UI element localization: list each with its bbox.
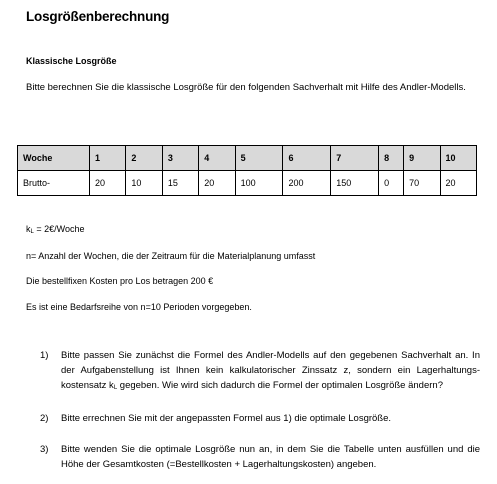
task-text-part: Bitte passen Sie zunächst die Formel des Andler-Modells auf den gegebenen Sachverhalt an. In der Aufgabenstellung ist Ihnen kein kalkulatorischer Zinssatz z, sondern ein Lagerhaltungs-kostensatz k xyxy=(61,350,480,391)
table-header-cell: 1 xyxy=(90,146,126,171)
task-number: 2) xyxy=(40,413,49,424)
table-cell: 20 xyxy=(199,171,235,196)
table-header-cell: Woche xyxy=(18,146,90,171)
n-definition: n= Anzahl der Wochen, die der Zeitraum für die Materialplanung umfasst xyxy=(26,251,316,261)
table-header-cell: 3 xyxy=(162,146,198,171)
table-header-cell: 9 xyxy=(404,146,440,171)
table-cell: 70 xyxy=(404,171,440,196)
task-text xyxy=(61,348,480,396)
task-item-2 xyxy=(40,411,480,426)
table-header-cell: 2 xyxy=(126,146,162,171)
demand-note: Es ist eine Bedarfsreihe von n=10 Perioden vorgegeben. xyxy=(26,302,252,312)
task-text: Bitte wenden Sie die optimale Losgröße nun an, in dem Sie die Tabelle unten ausfüllen und die Höhe der Gesamtkosten (=Bestellkosten + Lagerhaltungskosten) angeben. xyxy=(61,444,480,470)
kl-subscript: L xyxy=(30,229,34,235)
kl-symbol: k xyxy=(26,224,31,234)
task-item-3 xyxy=(40,442,480,472)
table-cell: 10 xyxy=(126,171,162,196)
task-text-subscript: L xyxy=(113,385,118,391)
table-header-row xyxy=(18,146,477,171)
table-cell: 150 xyxy=(331,171,379,196)
task-number: 3) xyxy=(40,444,49,455)
fixed-costs-note: Die bestellfixen Kosten pro Los betragen 200 € xyxy=(26,276,214,286)
table-cell: 15 xyxy=(162,171,198,196)
intro-paragraph: Bitte berechnen Sie die klassische Losgröße für den folgenden Sachverhalt mit Hilfe des Andler-Modells. xyxy=(26,82,466,93)
task-number: 1) xyxy=(40,350,49,361)
table-header-cell: 6 xyxy=(283,146,331,171)
page-title: Losgrößenberechnung xyxy=(26,9,170,24)
section-subtitle: Klassische Losgröße xyxy=(26,56,117,66)
table-header-cell: 10 xyxy=(440,146,477,171)
table-cell: 200 xyxy=(283,171,331,196)
table-header-cell: 4 xyxy=(199,146,235,171)
table-header-cell: 5 xyxy=(235,146,283,171)
task-item-1 xyxy=(40,348,480,396)
table-cell: 100 xyxy=(235,171,283,196)
demand-table xyxy=(17,145,477,196)
table-cell: Brutto- xyxy=(18,171,90,196)
table-cell: 0 xyxy=(379,171,404,196)
table-cell: 20 xyxy=(440,171,477,196)
table-row xyxy=(18,171,477,196)
holding-cost-rate xyxy=(26,224,84,235)
kl-value: = 2€/Woche xyxy=(33,224,85,234)
table-cell: 20 xyxy=(90,171,126,196)
task-text-part: gegeben. Wie wird sich dadurch die Formel der optimalen Losgröße ändern? xyxy=(117,380,443,391)
task-text: Bitte errechnen Sie mit der angepassten Formel aus 1) die optimale Losgröße. xyxy=(61,413,392,424)
table-header-cell: 7 xyxy=(331,146,379,171)
table-header-cell: 8 xyxy=(379,146,404,171)
